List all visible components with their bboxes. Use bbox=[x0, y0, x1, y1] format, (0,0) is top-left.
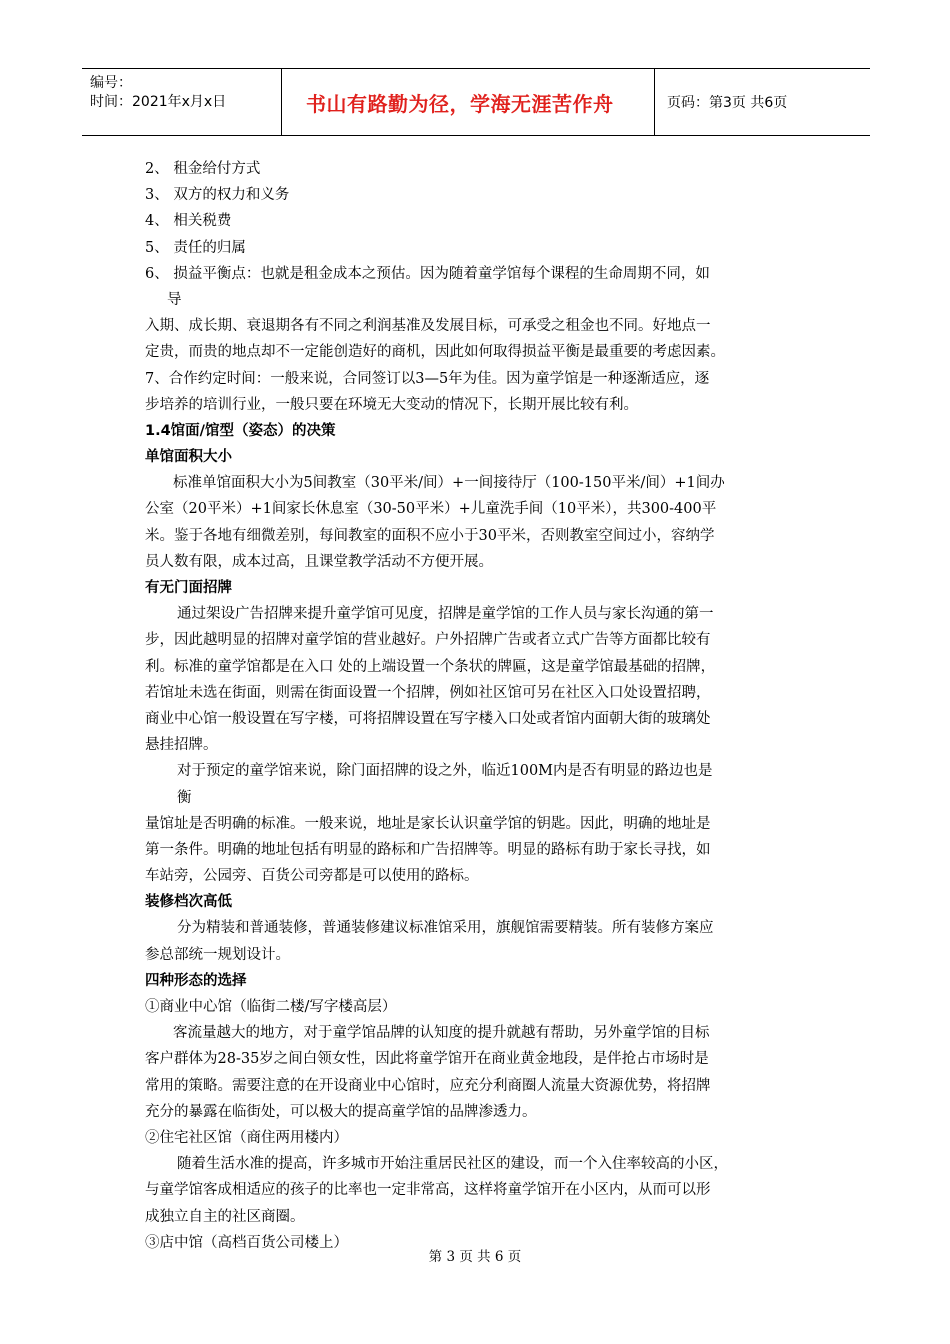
text-line: 车站旁，公园旁、百货公司旁都是可以使用的路标。 bbox=[145, 868, 479, 885]
header-motto-cell bbox=[282, 69, 655, 135]
section-heading: 1.4馆面/馆型（姿态）的决策 bbox=[145, 422, 336, 439]
text-line: 商业中心馆一般设置在写字楼，可将招牌设置在写字楼入口处或者馆内面朝大街的玻璃处 bbox=[145, 710, 711, 727]
text-line: 充分的暴露在临街处，可以极大的提高童学馆的品牌渗透力。 bbox=[145, 1103, 537, 1120]
list-item-break-even: 6、 损益平衡点：也就是租金成本之预估。因为随着童学馆每个课程的生命周期不同，如 bbox=[145, 265, 710, 282]
subsection-heading: 单馆面积大小 bbox=[145, 449, 232, 466]
document-body bbox=[145, 156, 813, 1256]
list-item-residential: ②住宅社区馆（商住两用楼内） bbox=[145, 1129, 348, 1146]
header-page-cell bbox=[655, 69, 870, 135]
text-line: 衡 bbox=[177, 789, 192, 806]
text-line: 公室（20平米）+1间家长休息室（30-50平米）+儿童洗手间（10平米），共300-400平 bbox=[145, 501, 717, 518]
text-line: 入期、成长期、衰退期各有不同之利润基准及发展目标，可承受之租金也不同。好地点一 bbox=[145, 318, 711, 335]
paragraph-line: 对于预定的童学馆来说，除门面招牌的设之外，临近100M内是否有明显的路边也是 bbox=[177, 763, 713, 780]
list-item-rights-obligations: 3、 双方的权力和义务 bbox=[145, 187, 290, 204]
paragraph-line: 客流量越大的地方，对于童学馆品牌的认知度的提升就越有帮助，另外童学馆的目标 bbox=[173, 1025, 710, 1042]
page-header bbox=[82, 68, 870, 136]
paragraph-line: 通过架设广告招牌来提升童学馆可见度，招牌是童学馆的工作人员与家长沟通的第一 bbox=[177, 606, 714, 623]
paragraph-line: 标准单馆面积大小为5间教室（30平米/间）+一间接待厅（100-150平米/间）+1间办 bbox=[173, 475, 725, 492]
text-line: 若馆址未选在街面，则需在街面设置一个招牌，例如社区馆可另在社区入口处设置招聘， bbox=[145, 684, 711, 701]
page-footer bbox=[0, 1245, 950, 1265]
subsection-heading: 装修档次高低 bbox=[145, 894, 232, 911]
text-line: 步培养的培训行业，一般只要在环境无大变动的情况下，长期开展比较有利。 bbox=[145, 396, 638, 413]
paragraph-line: 分为精装和普通装修，普通装修建议标准馆采用，旗舰馆需要精装。所有装修方案应 bbox=[177, 920, 714, 937]
text-line: 第一条件。明确的地址包括有明显的路标和广告招牌等。明显的路标有助于家长寻找，如 bbox=[145, 841, 711, 858]
text-line: 利。标准的童学馆都是在入口 处的上端设置一个条状的牌匾，这是童学馆最基础的招牌， bbox=[145, 658, 716, 675]
text-line: 常用的策略。需要注意的在开设商业中心馆时，应充分利商圈人流量大资源优势，将招牌 bbox=[145, 1077, 711, 1094]
text-line: 导 bbox=[167, 291, 182, 308]
text-line: 步，因此越明显的招牌对童学馆的营业越好。户外招牌广告或者立式广告等方面都比较有 bbox=[145, 632, 711, 649]
text-line: 客户群体为28-35岁之间白领女性，因此将童学馆开在商业黄金地段，是伴抢占市场时是 bbox=[145, 1051, 709, 1068]
serial-number-label: 编号： bbox=[90, 75, 132, 91]
list-item-business-center: ①商业中心馆（临街二楼/写字楼高层） bbox=[145, 999, 397, 1015]
text-line: 悬挂招牌。 bbox=[145, 737, 218, 754]
list-item-responsibility: 5、 责任的归属 bbox=[145, 239, 246, 256]
text-line: 米。鉴于各地有细微差别，每间教室的面积不应小于30平米，否则教室空间过小，容纳学 bbox=[145, 527, 715, 544]
list-item-store-in-store: ③店中馆（高档百货公司楼上） bbox=[145, 1234, 348, 1251]
subsection-heading: 有无门面招牌 bbox=[145, 580, 232, 596]
text-line: 与童学馆客成相适应的孩子的比率也一定非常高，这样将童学馆开在小区内，从而可以形 bbox=[145, 1182, 711, 1199]
header-page-number: 页码：第3页 共6页 bbox=[667, 95, 788, 111]
list-item-taxes: 4、 相关税费 bbox=[145, 213, 232, 230]
list-item-contract-term: 7、合作约定时间：一般来说，合同签订以3—5年为佳。因为童学馆是一种逐渐适应，逐 bbox=[145, 370, 710, 387]
text-line: 定贵，而贵的地点却不一定能创造好的商机，因此如何取得损益平衡是最重要的考虑因素。 bbox=[145, 344, 725, 361]
header-motto: 书山有路勤为径，学海无涯苦作舟 bbox=[306, 91, 614, 116]
text-line: 量馆址是否明确的标准。一般来说，地址是家长认识童学馆的钥匙。因此，明确的地址是 bbox=[145, 815, 711, 832]
text-line: 员人数有限，成本过高，且课堂教学活动不方便开展。 bbox=[145, 553, 493, 570]
text-line: 参总部统一规划设计。 bbox=[145, 946, 290, 963]
footer-page-number: 第 3 页 共 6 页 bbox=[428, 1249, 522, 1265]
paragraph-line: 随着生活水准的提高，许多城市开始注重居民社区的建设，而一个入住率较高的小区， bbox=[177, 1156, 728, 1173]
header-meta-cell bbox=[82, 69, 282, 135]
date-label: 时间：2021年x月x日 bbox=[90, 94, 227, 110]
list-item-rent-payment: 2、 租金给付方式 bbox=[145, 161, 261, 177]
text-line: 成独立自主的社区商圈。 bbox=[145, 1208, 305, 1225]
subsection-heading: 四种形态的选择 bbox=[145, 972, 247, 989]
